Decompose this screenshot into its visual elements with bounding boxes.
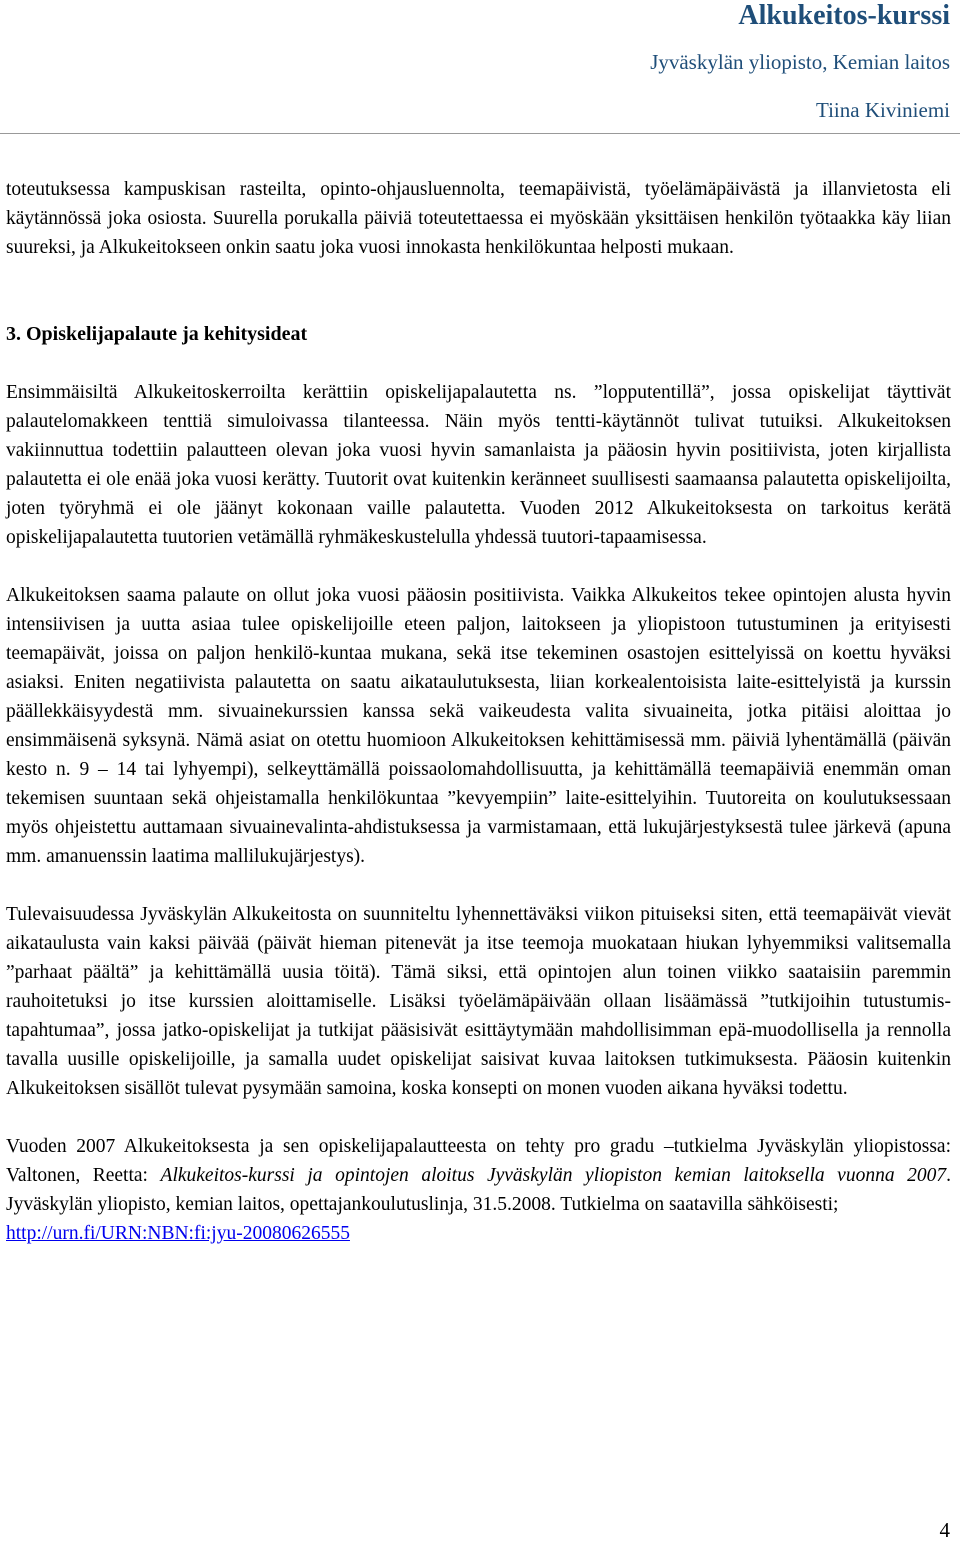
page-header [650, 0, 950, 122]
document-body [6, 175, 951, 1248]
paragraph-thesis [6, 1132, 951, 1248]
paragraph-feedback-results: Alkukeitoksen saama palaute on ollut joka vuosi pääosin positiivista. Vaikka Alkukeitos tekee opintojen alusta hyvin intensiivisen ja uutta asiaa tulee opiskelijoille eteen paljon, laitokseen ja yliopistoon tutustuminen ja erityisesti teemapäivät, joissa on paljon henkilö-kuntaa mukana, sekä itse tekeminen osastojen esittelyissä on koettu hyväksi asiaksi. Eniten negatiivista palautetta on saatu aikataulutuksesta, liian korkealentoisista laite-esittelyistä ja kurssin päällekkäisyydestä mm. sivuainekurssien kanssa sekä vaikeudesta valita sivuaineita, jotka pitäisi aloittaa jo ensimmäisenä syksynä. Nämä asiat on otettu huomioon Alkukeitoksen kehittämisessä mm. päiviä lyhentämällä (päivän kesto n. 9 – 14 tai lyhyempi), selkeyttämällä poissaolomahdollisuutta, ja kehittämällä teemapäiviä enemmän oman tekemisen suuntaan sekä ohjeistamalla henkilökuntaa ”kevyempiin” laite-esittelyihin. Tuutoreita on koulutuksessaan myös ohjeistettu auttamaan sivuainevalinta-ahdistuksessa ja varmistamaan, että lukujärjestyksestä tulee järkevä (apuna mm. amanuenssin laatima mallilukujärjestys). [6, 585, 951, 867]
thesis-link[interactable]: http://urn.fi/URN:NBN:fi:jyu-20080626555 [6, 1223, 350, 1244]
document-subtitle: Jyväskylän yliopisto, Kemian laitos [650, 50, 950, 74]
paragraph-future: Tulevaisuudessa Jyväskylän Alkukeitosta on suunniteltu lyhennettäväksi viikon pituiseksi siten, että teemapäivät vievät aikataulusta vain kaksi päivää (päivät hieman pitenevät ja itse teemoja muokataan hiukan lyhyemmiksi valitsemalla ”parhaat päältä” ja kehittämällä uusia töitä). Tämä siksi, että opintojen alun toinen viikko saataisiin paremmin rauhoitetuksi jo itse kurssien aloittamiselle. Lisäksi työelämäpäivään ollaan lisäämässä ”tutkijoihin tutustumis-tapahtumaa”, jossa jatko-opiskelijat ja tutkijat pääsisivät esittäytymään mahdollisimman epä-muodollisella ja rennolla tavalla uusille opiskelijoille, ja samalla uudet opiskelijat saisivat kuvaa laitoksen tutkimuksesta. Pääosin kuitenkin Alkukeitoksen sisällöt tulevat pysymään samoina, koska konsepti on monen vuoden aikana hyväksi todettu. [6, 904, 951, 1099]
thesis-details: . Jyväskylän yliopisto, kemian laitos, opettajankoulutuslinja, 31.5.2008. Tutkielma on saatavilla sähköisesti; [6, 1165, 951, 1215]
paragraph-feedback: Ensimmäisiltä Alkukeitoskerroilta kerättiin opiskelijapalautetta ns. ”lopputentillä”, jossa opiskelijat täyttivät palautelomakkeen tenttiä simuloivassa tilanteessa. Näin myös tentti-käytännöt tulivat tutuiksi. Alkukeitoksen vakiinnuttua todettiin palautteen olevan joka vuosi hyvin samanlaista ja pääosin hyvin positiivista, joten kirjallista palautetta ei ole enää joka vuosi kerätty. Tuutorit ovat kuitenkin keränneet suullisesti saamaansa palautetta opiskelijoilta, joten työryhmä ei ole jäänyt kokonaan vaille palautetta. Vuoden 2012 Alkukeitoksesta on tarkoitus kerätä opiskelijapalautetta tuutorien vetämällä ryhmäkeskustelulla yhdessä tuutori-tapaamisessa. [6, 382, 951, 548]
thesis-title: Alkukeitos-kurssi ja opintojen aloitus Jyväskylän yliopiston kemian laitoksella vuonna 2007 [160, 1165, 947, 1186]
thesis-intro: Vuoden 2007 Alkukeitoksesta ja sen opiskelijapalautteesta on tehty pro gradu –tutkielma Jyväskylän yliopistossa: Valtonen, Reetta: [6, 1136, 951, 1186]
header-divider [0, 133, 960, 134]
page-number: 4 [939, 1518, 950, 1542]
document-title: Alkukeitos-kurssi [738, 0, 950, 31]
document-author: Tiina Kiviniemi [816, 98, 950, 122]
paragraph-continuation: toteutuksessa kampuskisan rasteilta, opinto-ohjausluennolta, teemapäivistä, työelämäpäivästä ja illanvietosta eli käytännössä joka osiosta. Suurella porukalla päiviä toteutettaessa ei myöskään yksittäisen henkilön työtaakka käy liian suureksi, ja Alkukeitokseen onkin saatu joka vuosi innokasta henkilökuntaa helposti mukaan. [6, 179, 951, 258]
section-heading: 3. Opiskelijapalaute ja kehitysideat [6, 323, 308, 345]
